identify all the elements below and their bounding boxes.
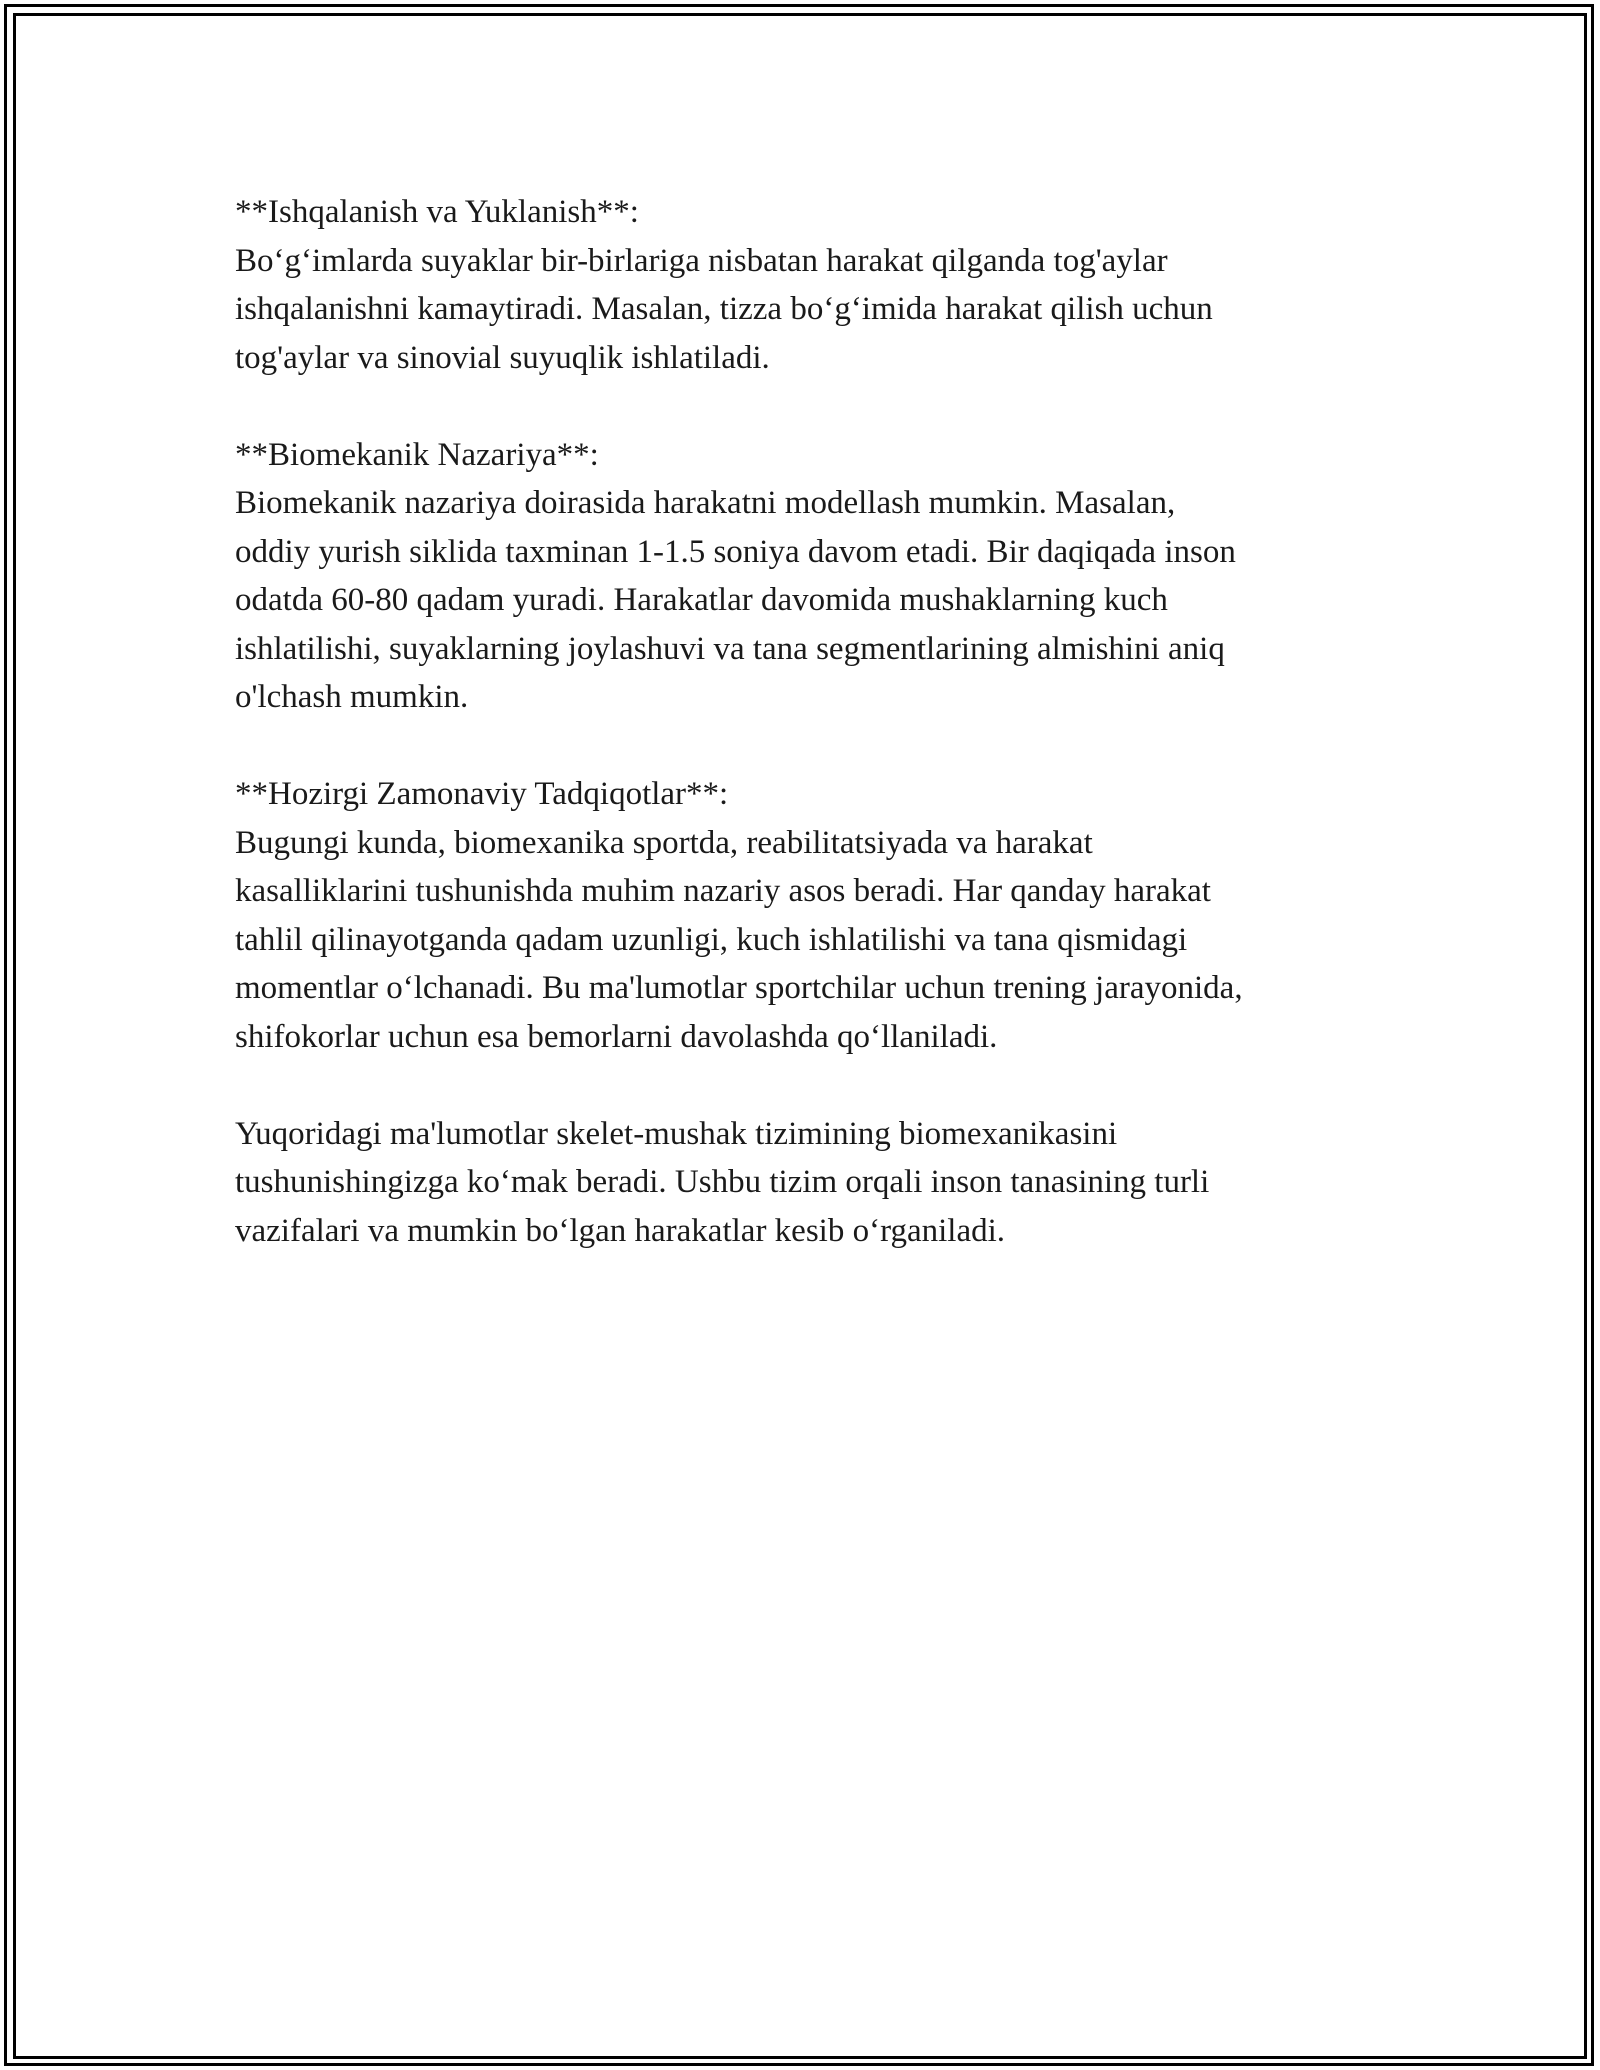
section-heading: **Biomekanik Nazariya**:: [235, 436, 599, 473]
paragraph-line: shifokorlar uchun esa bemorlarni davolashda qo‘llaniladi.: [235, 1018, 998, 1055]
section-ishqalanish: [235, 188, 1385, 382]
paragraph-line: oddiy yurish siklida taxminan 1-1.5 soniya davom etadi. Bir daqiqada inson: [235, 533, 1236, 570]
section-heading: **Ishqalanish va Yuklanish**:: [235, 194, 639, 230]
paragraph-line: Biomekanik nazariya doirasida harakatni modellash mumkin. Masalan,: [235, 485, 1176, 521]
paragraph-line: Bugungi kunda, biomexanika sportda, reabilitatsiyada va harakat: [235, 824, 1093, 861]
paragraph-line: Yuqoridagi ma'lumotlar skelet-mushak tizimining biomexanikasini: [235, 1115, 1118, 1152]
paragraph-line: momentlar o‘lchanadi. Bu ma'lumotlar sportchilar uchun trening jarayonida,: [235, 970, 1243, 1006]
paragraph-line: ishlatilishi, suyaklarning joylashuvi va tana segmentlarining almishini aniq: [235, 630, 1225, 667]
paragraph-line: vazifalari va mumkin bo‘lgan harakatlar kesib o‘rganiladi.: [235, 1212, 1006, 1249]
section-biomekanik: [235, 431, 1385, 722]
paragraph-line: o'lchash mumkin.: [235, 679, 469, 715]
paragraph-line: Bo‘g‘imlarda suyaklar bir-birlariga nisbatan harakat qilganda tog'aylar: [235, 242, 1168, 279]
paragraph-line: kasalliklarini tushunishda muhim nazariy asos beradi. Har qanday harakat: [235, 873, 1211, 909]
paragraph-line: tushunishingizga ko‘mak beradi. Ushbu tizim orqali inson tanasining turli: [235, 1164, 1210, 1200]
paragraph-line: tahlil qilinayotganda qadam uzunligi, kuch ishlatilishi va tana qismidagi: [235, 921, 1188, 958]
section-zamonaviy-tadqiqotlar: [235, 770, 1385, 1061]
paragraph-line: odatda 60-80 qadam yuradi. Harakatlar davomida mushaklarning kuch: [235, 582, 1168, 618]
document-body: [235, 188, 1385, 1304]
section-heading: **Hozirgi Zamonaviy Tadqiqotlar**:: [235, 776, 729, 812]
section-conclusion: [235, 1110, 1385, 1256]
paragraph-line: ishqalanishni kamaytiradi. Masalan, tizza bo‘g‘imida harakat qilish uchun: [235, 291, 1213, 327]
paragraph-line: tog'aylar va sinovial suyuqlik ishlatiladi.: [235, 339, 770, 376]
